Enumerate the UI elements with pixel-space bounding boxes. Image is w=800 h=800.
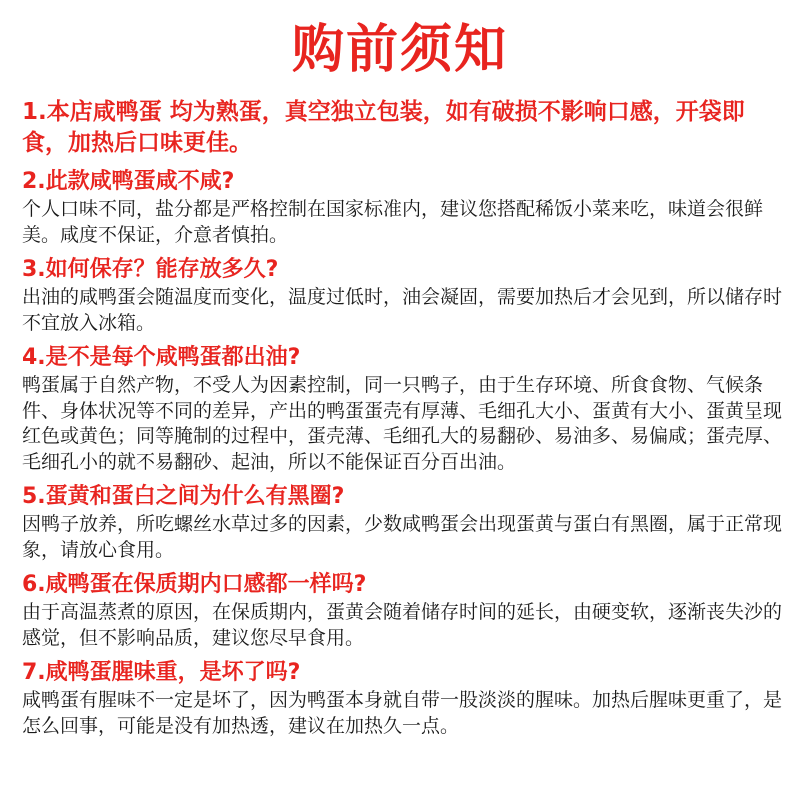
intro-note: 1.本店咸鸭蛋 均为熟蛋，真空独立包装，如有破损不影响口感，开袋即食，加热后口味更佳。 [22, 99, 745, 156]
faq-question: 5.蛋黄和蛋白之间为什么有黑圈? [22, 484, 345, 509]
faq-item-2 [22, 167, 782, 248]
faq-answer: 出油的咸鸭蛋会随温度而变化，温度过低时，油会凝固，需要加热后才会见到，所以储存时不宜放入冰箱。 [22, 286, 783, 334]
faq-question: 2.此款咸鸭蛋咸不咸? [22, 169, 235, 194]
faq-answer: 个人口味不同，盐分都是严格控制在国家标准内，建议您搭配稀饭小菜来吃，味道会很鲜美。咸度不保证，介意者慎拍。 [22, 198, 764, 246]
faq-answer: 咸鸭蛋有腥味不一定是坏了，因为鸭蛋本身就自带一股淡淡的腥味。加热后腥味更重了，是怎么回事，可能是没有加热透，建议在加热久一点。 [22, 689, 783, 737]
faq-answer: 因鸭子放养，所吃螺丝水草过多的因素，少数咸鸭蛋会出现蛋黄与蛋白有黑圈，属于正常现象，请放心食用。 [22, 513, 783, 561]
faq-item-3 [22, 255, 782, 336]
faq-question: 7.咸鸭蛋腥味重，是坏了吗? [22, 660, 301, 685]
notice-content [22, 97, 782, 746]
page-title: 购前须知 [291, 20, 508, 80]
faq-answer: 鸭蛋属于自然产物，不受人为因素控制，同一只鸭子，由于生存环境、所食食物、气候条件、身体状况等不同的差异，产出的鸭蛋蛋壳有厚薄、毛细孔大小、蛋黄有大小、蛋黄呈现红色或黄色；同等腌制的过程中，蛋壳薄、毛细孔大的易翻砂、易油多、易偏咸；蛋壳厚、毛细孔小的就不易翻砂、起油，所以不能保证百分百出油。 [22, 374, 783, 473]
faq-item-4 [22, 343, 782, 475]
faq-item-6 [22, 570, 782, 651]
faq-item-7 [22, 658, 782, 739]
faq-question: 4.是不是每个咸鸭蛋都出油? [22, 345, 301, 370]
faq-question: 6.咸鸭蛋在保质期内口感都一样吗? [22, 572, 367, 597]
faq-answer: 由于高温蒸煮的原因，在保质期内，蛋黄会随着储存时间的延长，由硬变软，逐渐丧失沙的感觉，但不影响品质，建议您尽早食用。 [22, 601, 783, 649]
faq-question: 3.如何保存？能存放多久? [22, 257, 279, 282]
faq-item-5 [22, 482, 782, 563]
